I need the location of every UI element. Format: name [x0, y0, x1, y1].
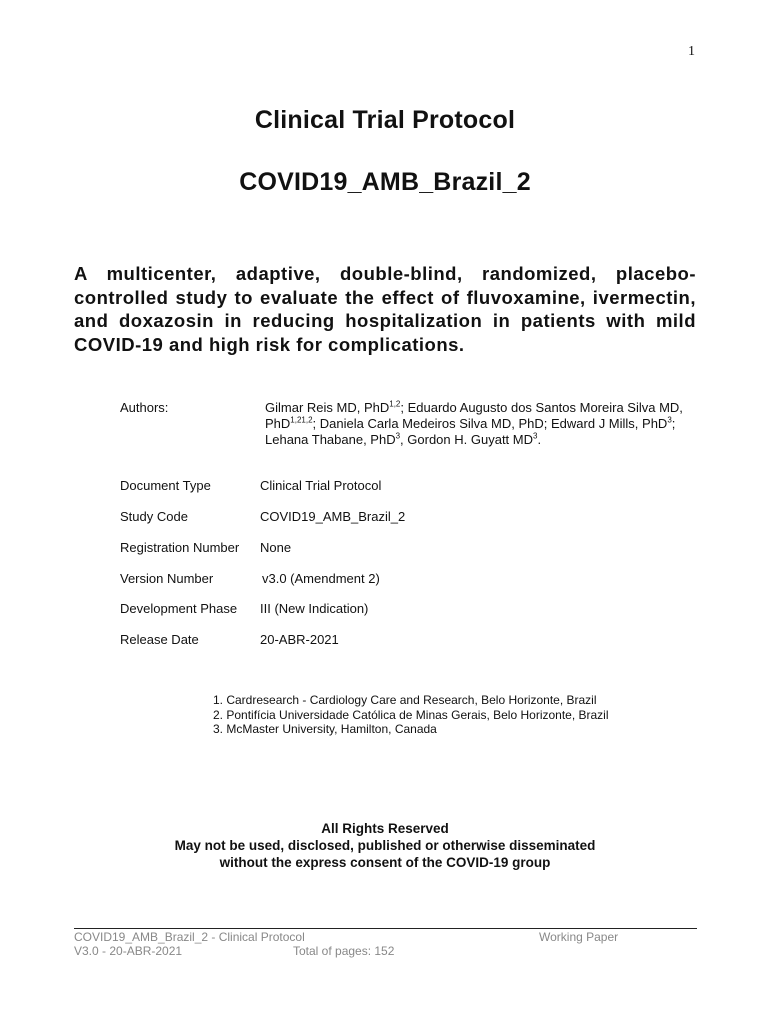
metadata-label: Release Date — [120, 632, 199, 647]
page-number: 1 — [688, 44, 695, 59]
author-affiliation-marker: 1,2 — [389, 399, 401, 409]
metadata-value: COVID19_AMB_Brazil_2 — [260, 509, 406, 524]
affiliation-item: 1. Cardresearch - Cardiology Care and Research, Belo Horizonte, Brazil — [213, 693, 597, 707]
author-affiliation-marker: 1,21,2 — [290, 415, 313, 425]
metadata-value: None — [260, 540, 292, 555]
metadata-value: Clinical Trial Protocol — [260, 478, 382, 493]
study-subtitle: A multicenter, adaptive, double-blind, randomized, placebo-controlled study to evaluate the effect of fluvoxamine, ivermectin, and doxazosin in reducing hospitalization in patients with mild COVID-19 and high risk for complications. — [74, 263, 696, 355]
author-name: Gilmar Reis MD, PhD — [265, 400, 390, 415]
document-title: Clinical Trial Protocol — [254, 106, 516, 134]
study-title: COVID19_AMB_Brazil_2 — [239, 168, 531, 196]
author-name: Daniela Carla Medeiros Silva MD, PhD — [319, 416, 544, 431]
affiliation-item: 2. Pontifícia Universidade Católica de Minas Gerais, Belo Horizonte, Brazil — [213, 707, 609, 722]
affiliations-list — [213, 693, 609, 737]
metadata-label: Version Number — [120, 571, 214, 586]
footer-document-name: COVID19_AMB_Brazil_2 - Clinical Protocol — [74, 930, 305, 944]
author-affiliation-marker: 3 — [533, 431, 538, 441]
footer-divider — [74, 928, 697, 929]
rights-notice — [0, 820, 770, 871]
metadata-label: Development Phase — [120, 601, 238, 616]
author-name: Eduardo Augusto dos Santos Moreira Silva MD, PhD — [265, 400, 683, 431]
footer-page-count: Total of pages: 152 — [293, 944, 395, 958]
author-name: Gordon H. Guyatt MD — [407, 432, 533, 447]
author-affiliation-marker: 3 — [667, 415, 672, 425]
metadata-value: v3.0 (Amendment 2) — [262, 571, 380, 586]
rights-line: All Rights Reserved — [321, 821, 449, 836]
footer-version: V3.0 - 20-ABR-2021 — [74, 944, 183, 958]
metadata-value: III (New Indication) — [260, 601, 369, 616]
author-affiliation-marker: 3 — [395, 431, 401, 441]
metadata-label: Study Code — [120, 509, 188, 524]
authors-label: Authors: — [120, 400, 169, 415]
metadata-label: Registration Number — [120, 540, 240, 555]
affiliation-item: 3. McMaster University, Hamilton, Canada — [213, 722, 437, 736]
author-name: Edward J Mills, PhD — [551, 416, 668, 431]
authors-list: Gilmar Reis MD, PhD$^{1,2}$; Eduardo Augusto dos Santos Moreira Silva MD, PhD$^{1,21,2}$; Daniela Carla Medeiros Silva MD, PhD; Edward J Mills, PhD$^3$; Lehana Thabane, PhD$^3$, Gordon H. Guyatt $MD^3$. — [265, 399, 683, 447]
metadata-value: 20-ABR-2021 — [260, 632, 339, 647]
footer-status: Working Paper — [539, 930, 619, 944]
author-name: Lehana Thabane, PhD — [265, 432, 396, 447]
rights-line: without the express consent of the COVID-19 group — [219, 855, 551, 870]
metadata-label: Document Type — [120, 478, 211, 493]
rights-line: May not be used, disclosed, published or otherwise disseminated — [174, 838, 596, 853]
